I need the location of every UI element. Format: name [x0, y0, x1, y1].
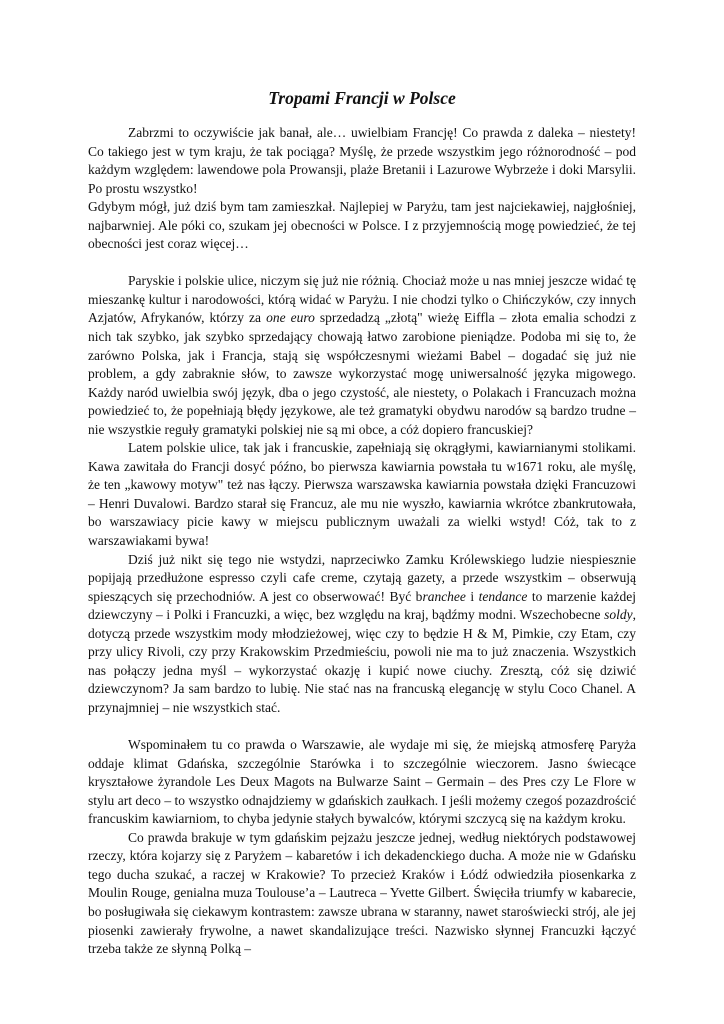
paragraph [88, 829, 636, 959]
text-run: Co prawda brakuje w tym gdańskim pejzażu jeszcze jednej, według niektórych podstawowej rzeczy, która kojarzy się z Paryżem – kabaretów i ich dekadenckiego ducha. A może nie w Gdańsku tego ducha szukać, a raczej w Krakowie? To przecież Kraków i Łódź odwiedziła piosenkarka z Moulin Rouge, genialna muza Toulouse’a – Lautreca – Yvette Gilbert. Święciła triumfy w kabarecie, bo posługiwała się ciekawym kontrastem: zawsze ubrana w staranny, nawet staroświecki strój, ale jej piosenki zawierały frywolne, a nawet skandalizujące treści. Nazwisko słynnej Francuzki łączyć trzeba także ze słynną Polką – [88, 829, 636, 957]
paragraph-gap [88, 254, 636, 273]
italic-phrase: tendance [478, 588, 528, 604]
paragraph-gap [88, 718, 636, 737]
paragraph [88, 124, 636, 198]
text-run: i [465, 588, 479, 604]
paragraph [88, 551, 636, 718]
paragraph [88, 439, 636, 550]
page-title: Tropami Francji w Polsce [268, 88, 456, 108]
italic-phrase: ranchee [422, 588, 466, 604]
paragraph [88, 736, 636, 829]
paragraph [88, 198, 636, 254]
document-page [88, 86, 636, 959]
text-run: Zabrzmi to oczywiście jak banał, ale… uwielbiam Francję! Co prawda z daleka – niestety! Co takiego jest w tym kraju, że tak pociąga? Myślę, że przede wszystkim jego różnorodność – pod każdym względem: lawendowe pola Prowansji, plaże Bretanii i Lazurowe Wybrzeże i doki Marsylii. Po prostu wszystko! [88, 125, 636, 196]
text-run: Gdybym mógł, już dziś bym tam zamieszkał. Najlepiej w Paryżu, tam jest najciekawiej, najgłośniej, najbarwniej. Ale póki co, szukam jej obecności w Polsce. I z przyjemnością mogę powiedzieć, że tej obecności jest coraz więcej… [88, 199, 636, 252]
paragraph [88, 272, 636, 439]
article-body [88, 124, 636, 959]
text-run: , dotyczą przede wszystkim mody młodzieżowej, więc czy to będzie H & M, Pimkie, czy Etam, czy przy ulicy Rivoli, czy przy Krakowskim Przedmieściu, powoli nie ma to już znaczenia. Wszystkich nas połączy jedna myśl – wykorzystać okazję i kupić nowe ciuchy. Zresztą, cóż się dziwić dziewczynom? Ja sam bardzo to lubię. Nie stać nas na francuską elegancję w stylu Coco Chanel. A przynajmniej – nie wszystkich stać. [88, 607, 636, 715]
text-run: Latem polskie ulice, tak jak i francuskie, zapełniają się okrągłymi, kawiarnianymi stolikami. Kawa zawitała do Francji dosyć późno, bo pierwsza kawiarnia powstała tu w1671 roku, ale myślę, że ten „kawowy motyw" też nas łączy. Pierwsza warszawska kawiarnia powstała dzięki Francuzowi – Henri Duvalowi. Bardzo starał się Francuz, ale mu nie wyszło, kawiarnia wkrótce zbankrutowała, bo warszawiacy picie kawy w miejscu publicznym uważali za wielki wstyd! Cóż, tak to z warszawiakami bywa! [88, 440, 636, 549]
text-run: Paryskie i polskie ulice, niczym się już nie różnią. Chociaż może u nas mniej jeszcze widać tę mieszankę kultur i narodowości, którą widać w Paryżu. I nie chodzi tylko o Chińczyków, czy innych Azjatów, Afrykanów, którzy za [88, 273, 636, 326]
italic-phrase: soldy [604, 607, 633, 623]
text-run: Dziś już nikt się tego nie wstydzi, naprzeciwko Zamku Królewskiego ludzie niespiesznie popijają przedłużone espresso czyli cafe creme, czytają gazety, a przede wszystkim – obserwują spieszących się przechodniów. A jest co obserwować! Być b [88, 551, 636, 604]
text-run: sprzedadzą „złotą" wieżę Eiffla – złota emalia schodzi z nich tak szybko, jak szybko sprzedający chowają łatwo zarobione pieniądze. Podoba mi się to, że zarówno Polska, jak i Francja, stają się współczesnymi wieżami Babel – dogadać się już nie problem, a gdy zabraknie słów, to zawsze wykorzystać mogę uniwersalność języka migowego. Każdy naród uwielbia swój język, dba o jego czystość, ale niestety, o Polakach i Francuzach można powiedzieć to, że popełniają błędy językowe, ale też gramatyki obydwu narodów są bardzo trudne – nie wszystkie reguły gramatyki polskiej nie są mi obce, a cóż dopiero francuskiej? [88, 310, 636, 437]
italic-phrase: one euro [266, 310, 315, 326]
text-run: Wspominałem tu co prawda o Warszawie, ale wydaje mi się, że miejską atmosferę Paryża oddaje klimat Gdańska, szczególnie Starówka i to szczególnie wieczorem. Jasno świecące kryształowe żyrandole Les Deux Magots na Bulwarze Saint – Germain – des Pres czy Le Flore w stylu art deco – to wszystko odnajdziemy w gdańskich zaułkach. I jeśli możemy czegoś pozazdrościć francuskim kawiarniom, to chyba jedynie stałych bywalców, którymi szczycą się na każdym kroku. [88, 737, 636, 827]
text-run: to marzenie każdej dziewczyny – i Polki i Francuzki, a więc, bez względu na kraj, bądźmy modni. Wszechobecne [88, 588, 636, 623]
